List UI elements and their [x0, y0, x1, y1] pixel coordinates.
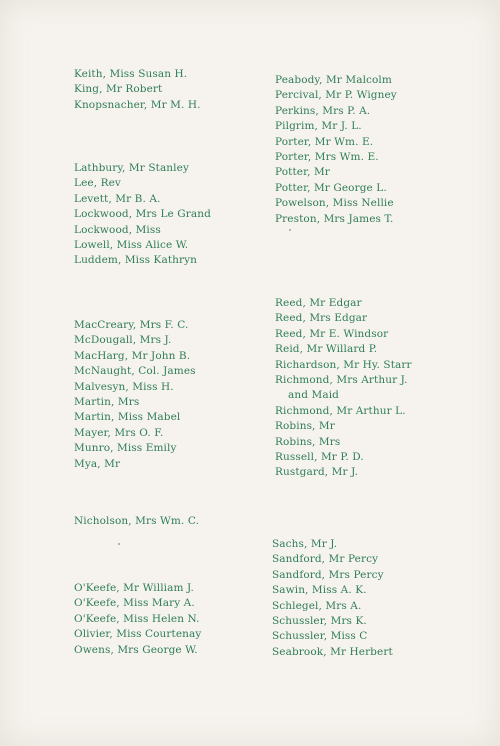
passenger-entry: Knopsnacher, Mr M. H. — [74, 98, 201, 111]
passenger-entry: Martin, Mrs — [74, 395, 140, 408]
passenger-entry: Sawin, Miss A. K. — [272, 584, 367, 597]
passenger-entry: MacHarg, Mr John B. — [74, 349, 191, 362]
passenger-entry: Sandford, Mr Percy — [272, 553, 379, 566]
group-r — [275, 296, 412, 481]
passenger-entry: McDougall, Mrs J. — [74, 334, 172, 347]
passenger-entry: Lowell, Miss Alice W. — [74, 238, 189, 251]
passenger-entry: Robins, Mrs — [275, 435, 341, 448]
ink-speck — [289, 229, 291, 231]
passenger-entry: Mayer, Mrs O. F. — [74, 426, 164, 439]
group-m — [74, 318, 196, 472]
passenger-entry: Russell, Mr P. D. — [275, 450, 364, 463]
passenger-entry: Peabody, Mr Malcolm — [275, 74, 392, 86]
passenger-entry: Sandford, Mrs Percy — [272, 568, 384, 581]
passenger-entry: Richardson, Mr Hy. Starr — [275, 358, 412, 371]
passenger-entry: Reed, Mr Edgar — [275, 297, 362, 309]
passenger-entry: Potter, Mr George L. — [275, 181, 387, 194]
passenger-entry: Owens, Mrs George W. — [74, 643, 198, 656]
passenger-entry: Richmond, Mr Arthur L. — [275, 404, 406, 417]
passenger-entry: Luddem, Miss Kathryn — [74, 254, 198, 267]
passenger-entry: Schlegel, Mrs A. — [272, 599, 362, 612]
passenger-entry: Sachs, Mr J. — [272, 538, 338, 550]
passenger-entry: King, Mr Robert — [74, 83, 163, 96]
passenger-entry: Reed, Mr E. Windsor — [275, 327, 389, 340]
passenger-entry: Levett, Mr B. A. — [74, 192, 161, 205]
passenger-entry: Seabrook, Mr Herbert — [272, 645, 393, 658]
group-l — [74, 161, 211, 269]
passenger-entry: Lathbury, Mr Stanley — [74, 162, 189, 174]
passenger-entry: Schussler, Mrs K. — [272, 614, 367, 627]
passenger-entry: Schussler, Miss C — [272, 630, 368, 643]
passenger-entry: Lockwood, Mrs Le Grand — [74, 208, 211, 221]
passenger-entry: Lee, Rev — [74, 177, 121, 190]
passenger-entry: Keith, Miss Susan H. — [74, 68, 188, 80]
passenger-entry: Rustgard, Mr J. — [275, 466, 359, 479]
passenger-entry: Munro, Miss Emily — [74, 442, 177, 455]
passenger-entry: Potter, Mr — [275, 166, 330, 179]
passenger-entry: Powelson, Miss Nellie — [275, 197, 394, 210]
passenger-entry: O'Keefe, Miss Mary A. — [74, 597, 195, 610]
passenger-entry: O'Keefe, Miss Helen N. — [74, 612, 200, 625]
passenger-entry: Percival, Mr P. Wigney — [275, 89, 397, 102]
group-n — [74, 514, 199, 529]
passenger-entry: Olivier, Miss Courtenay — [74, 628, 202, 641]
passenger-entry: Mya, Mr — [74, 457, 121, 470]
passenger-entry: Reid, Mr Willard P. — [275, 343, 378, 356]
passenger-entry: Malvesyn, Miss H. — [74, 380, 174, 393]
passenger-entry: MacCreary, Mrs F. C. — [74, 319, 189, 331]
passenger-entry: Lockwood, Miss — [74, 223, 161, 236]
group-k — [74, 67, 201, 113]
ink-speck — [118, 543, 120, 545]
passenger-entry: Reed, Mrs Edgar — [275, 312, 368, 325]
group-p — [275, 73, 397, 227]
passenger-entry: McNaught, Col. James — [74, 365, 196, 378]
passenger-entry: Nicholson, Mrs Wm. C. — [74, 515, 200, 527]
passenger-entry: O'Keefe, Mr William J. — [74, 582, 194, 594]
passenger-entry: Perkins, Mrs P. A. — [275, 104, 371, 117]
group-s — [272, 537, 393, 660]
passenger-entry: Pilgrim, Mr J. L. — [275, 120, 362, 133]
group-o — [74, 581, 201, 658]
passenger-entry: Preston, Mrs James T. — [275, 212, 394, 225]
passenger-entry: Martin, Miss Mabel — [74, 411, 181, 424]
passenger-entry: Richmond, Mrs Arthur J. — [275, 373, 408, 386]
passenger-entry: Robins, Mr — [275, 420, 335, 433]
passenger-entry: Porter, Mrs Wm. E. — [275, 150, 379, 163]
passenger-entry: and Maid — [288, 389, 339, 402]
passenger-entry: Porter, Mr Wm. E. — [275, 135, 374, 148]
